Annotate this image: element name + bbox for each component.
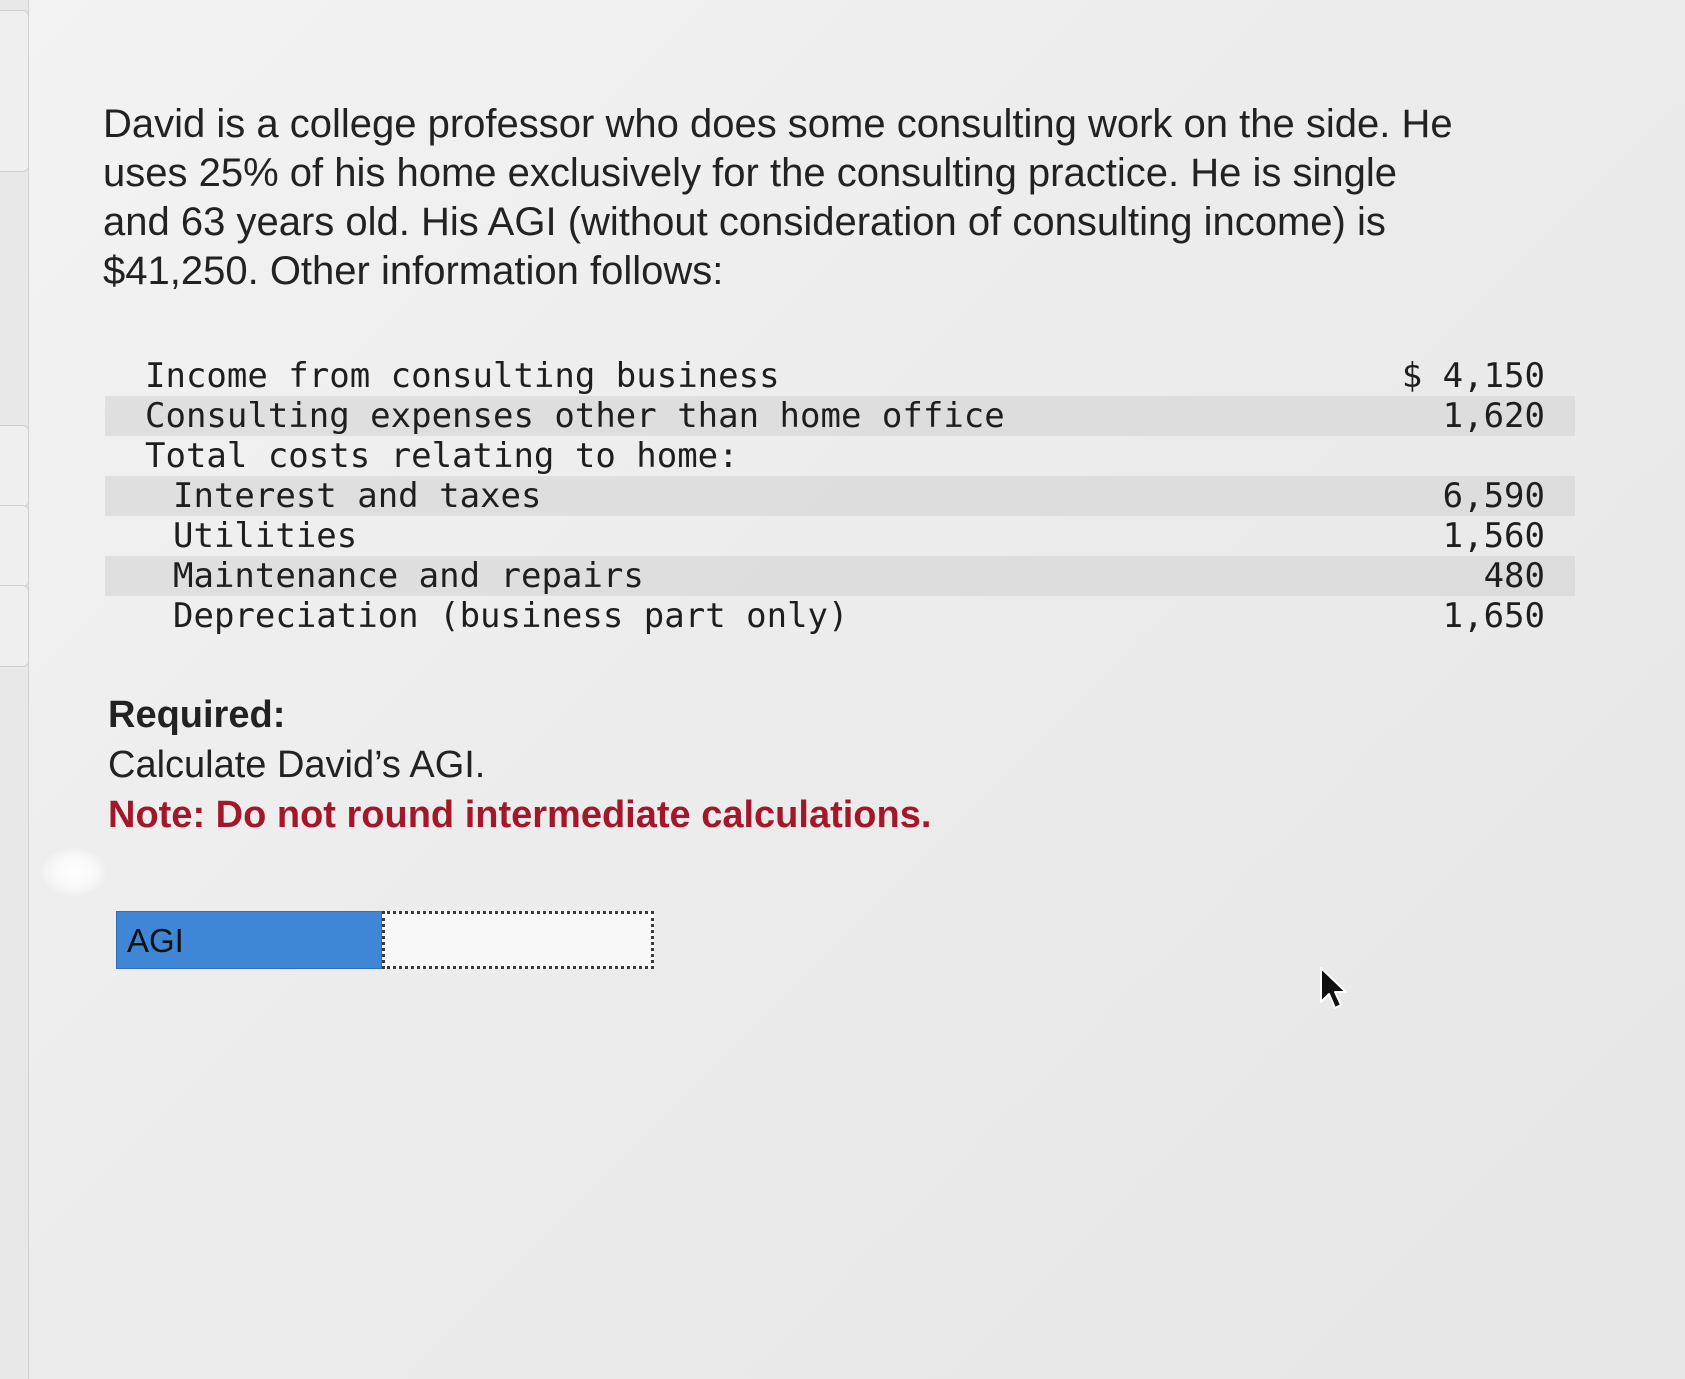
problem-line: uses 25% of his home exclusively for the consulting practice. He is single xyxy=(103,151,1397,195)
problem-line: $41,250. Other information follows: xyxy=(103,249,724,293)
table-row xyxy=(105,396,1575,436)
row-label: Consulting expenses other than home office xyxy=(145,396,1005,436)
row-value: 480 xyxy=(1483,556,1545,596)
row-label: Income from consulting business xyxy=(145,356,780,396)
problem-line: and 63 years old. His AGI (without consideration of consulting income) is xyxy=(103,200,1386,244)
row-label: Interest and taxes xyxy=(173,476,542,516)
row-value: 1,620 xyxy=(1442,396,1545,436)
required-note: Note: Do not round intermediate calculations. xyxy=(108,794,932,836)
required-heading: Required: xyxy=(108,694,286,736)
row-label: Depreciation (business part only) xyxy=(173,596,849,636)
left-panel-edge xyxy=(0,0,29,1379)
row-label: Total costs relating to home: xyxy=(145,436,739,476)
required-section xyxy=(108,690,931,840)
table-row xyxy=(105,356,1575,396)
left-panel-tab[interactable] xyxy=(0,505,29,587)
table-row xyxy=(105,516,1575,556)
row-value: 1,560 xyxy=(1442,516,1545,556)
light-glare xyxy=(42,848,106,896)
row-value: 6,590 xyxy=(1442,476,1545,516)
left-panel-tab[interactable] xyxy=(0,585,29,667)
row-value: $ 4,150 xyxy=(1401,356,1545,396)
agi-label-cell: AGI xyxy=(116,911,382,969)
agi-input[interactable] xyxy=(382,911,654,969)
row-label: Maintenance and repairs xyxy=(173,556,644,596)
table-row xyxy=(105,436,1575,476)
left-panel-tab[interactable] xyxy=(0,425,29,507)
required-task: Calculate David’s AGI. xyxy=(108,744,486,786)
problem-line: David is a college professor who does some consulting work on the side. He xyxy=(103,102,1453,146)
table-row xyxy=(105,556,1575,596)
row-label: Utilities xyxy=(173,516,358,556)
information-table xyxy=(105,356,1575,636)
row-value: 1,650 xyxy=(1442,596,1545,636)
table-row xyxy=(105,596,1575,636)
left-panel-tab[interactable] xyxy=(0,10,29,172)
mouse-pointer-icon xyxy=(1318,966,1352,1014)
answer-table xyxy=(116,911,654,971)
problem-statement xyxy=(103,100,1583,296)
table-row xyxy=(105,476,1575,516)
